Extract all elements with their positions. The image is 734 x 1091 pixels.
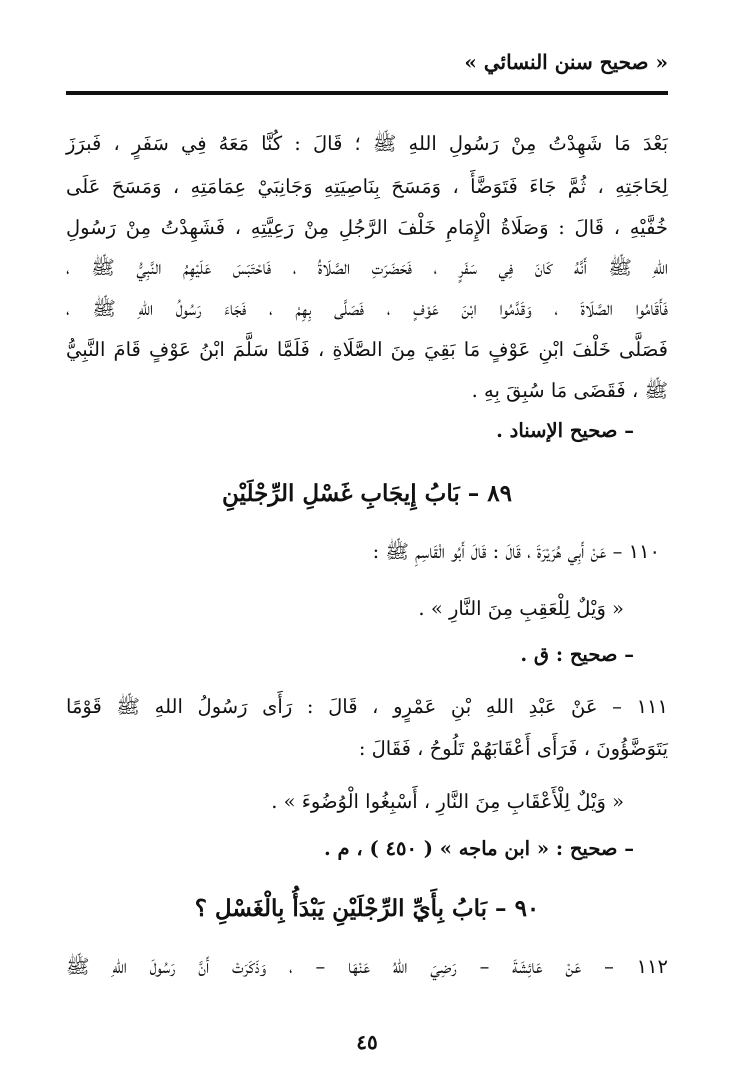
- hadith-111-quote: « وَيْلٌ لِلْأَعْقَابِ مِنَ النَّارِ ، أَسْبِغُوا الْوُضُوءَ » .: [271, 790, 624, 813]
- running-header-title: « صحيح سنن النسائي »: [464, 50, 668, 74]
- paragraph-line: ﷺ ، فَقَضَى مَا سُبِقَ بِهِ .: [471, 379, 668, 402]
- paragraph-line: خُفَّيْهِ ، قَالَ : وَصَلَاةُ الْإِمَامِ خَلْفَ الرَّجُلِ مِنْ رَعِيَّتِهِ ، فَشَهِدْتُ مِنْ رَسُولِ: [66, 216, 668, 239]
- paragraph-line: فَأَقَامُوا الصَّلَاةَ ، وَقَدَّمُوا ابْنَ عَوْفٍ ، فَصَلَّى بِهِمْ ، فَجَاءَ رَسُولُ اللهِ ﷺ ،: [66, 297, 668, 320]
- hadith-112-text: ١١٢ – عَنْ عَائِشَةَ – رَضِيَ اللهُ عَنْهَا – ، وَذَكَرَتْ أَنَّ رَسُولَ اللهِ ﷺ: [66, 955, 668, 978]
- hadith-111-line: يَتَوَضَّؤُونَ ، فَرَأَى أَعْقَابَهُمْ تَلُوحُ ، فَقَالَ :: [358, 737, 668, 760]
- paragraph-line: بَعْدَ مَا شَهِدْتُ مِنْ رَسُولِ اللهِ ﷺ ؛ قَالَ : كُنَّا مَعَهُ فِي سَفَرٍ ، فَبرَزَ: [66, 132, 668, 155]
- hadith-110-text: ١١٠ – عَنْ أَبِي هُرَيْرَةَ ، قَالَ : قَالَ أَبُو الْقَاسِمِ ﷺ :: [372, 540, 660, 563]
- hadith-111-line: ١١١ – عَنْ عَبْدِ اللهِ بْنِ عَمْرٍو ، قَالَ : رَأَى رَسُولُ اللهِ ﷺ قَوْمًا: [66, 695, 668, 718]
- paragraph-line: فَصَلَّى خَلْفَ ابْنِ عَوْفٍ مَا بَقِيَ مِنَ الصَّلَاةِ ، فَلَمَّا سَلَّمَ ابْنُ عَوْفٍ قَامَ النَّبِيُّ: [66, 338, 668, 361]
- hadith-110-grade: – صحيح : ق .: [520, 643, 634, 666]
- page-number: ٤٥: [356, 1030, 378, 1054]
- hadith-110-quote: « وَيْلٌ لِلْعَقِبِ مِنَ النَّارِ » .: [418, 597, 624, 620]
- chapter-89-title: ٨٩ – بَابُ إِيجَابِ غَسْلِ الرِّجْلَيْنِ: [222, 480, 512, 507]
- grade-text: – صحيح الإسناد .: [496, 419, 634, 442]
- chapter-90-title: ٩٠ – بَابُ بِأَيِّ الرِّجْلَيْنِ يَبْدَأُ بِالْغَسْلِ ؟: [194, 895, 540, 922]
- paragraph-line: اللهِ ﷺ أَنَّهُ كَانَ فِي سَفَرٍ ، فَحَضَرَتِ الصَّلَاةُ ، فَاحْتَبَسَ عَلَيْهِمُ النَّبِيُّ ﷺ ،: [66, 256, 668, 279]
- header-rule: [66, 91, 668, 95]
- hadith-111-grade: – صحيح : « ابن ماجه » ( ٤٥٠ ) ، م .: [323, 837, 634, 860]
- paragraph-line: لِحَاجَتِهِ ، ثُمَّ جَاءَ فَتَوَضَّأَ ، وَمَسَحَ بِنَاصِيَتِهِ وَجَانِبَيْ عِمَامَتِهِ ، وَمَسَحَ عَلَى: [66, 175, 668, 198]
